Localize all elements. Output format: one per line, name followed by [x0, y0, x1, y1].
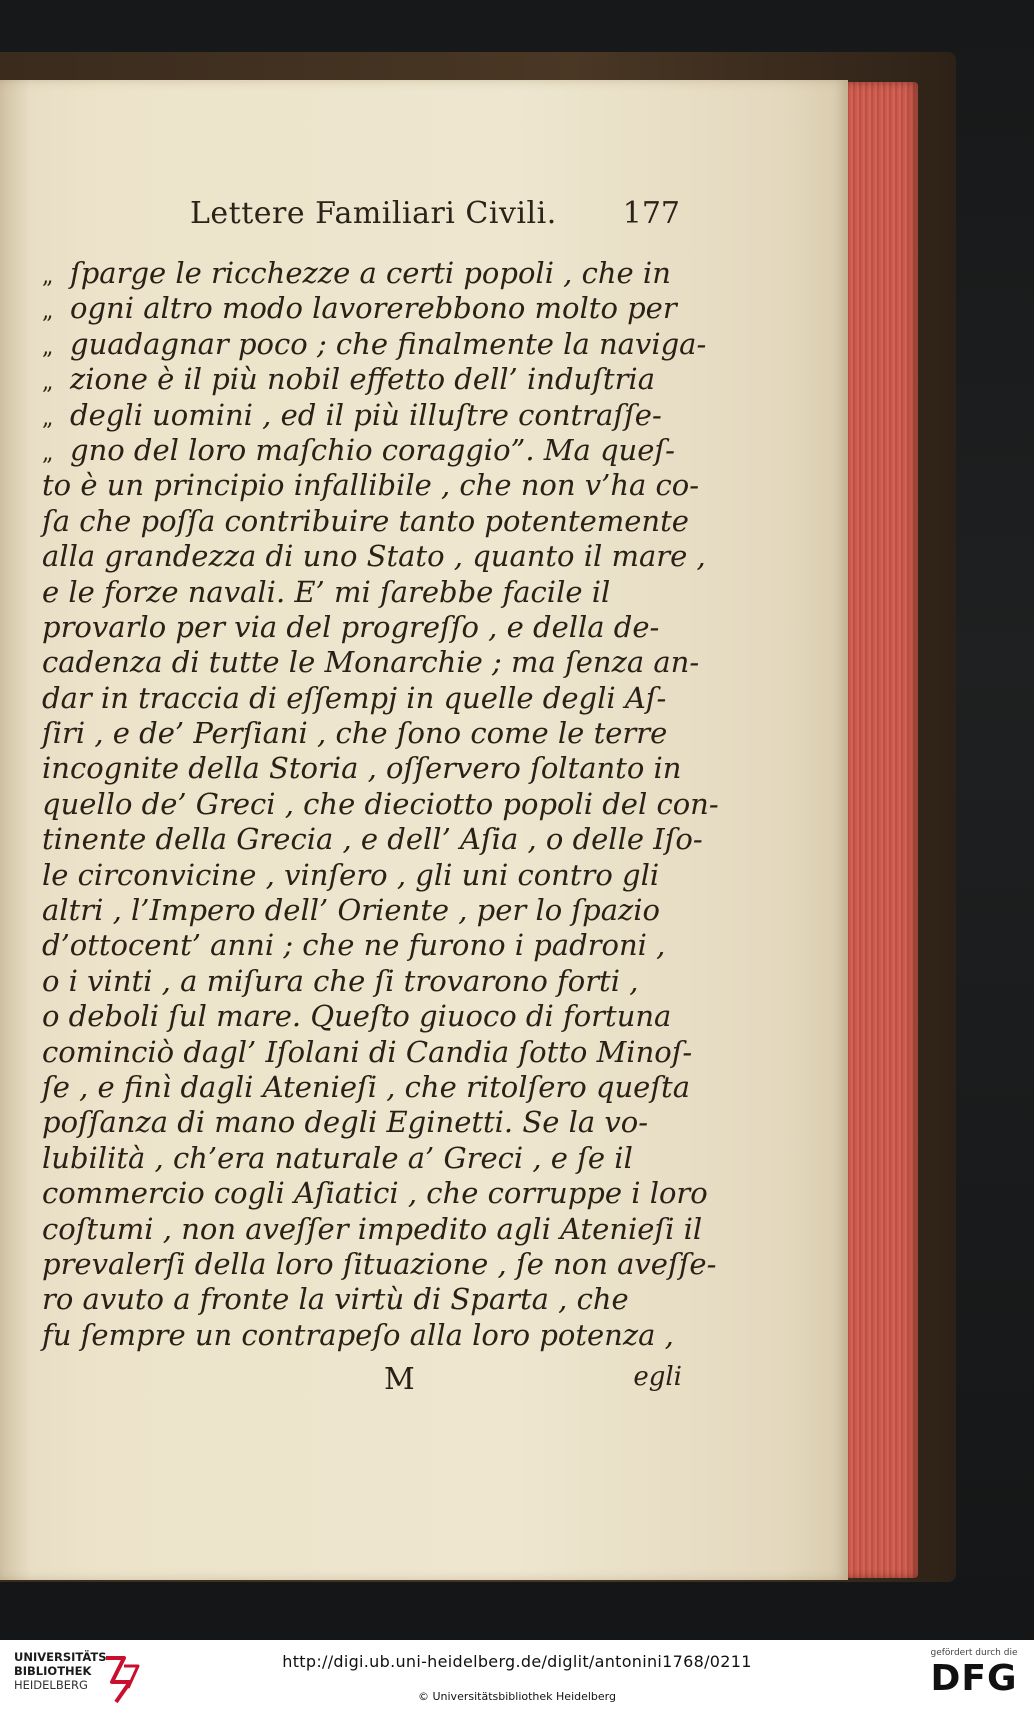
permalink-url[interactable]: http://digi.ub.uni-heidelberg.de/diglit/antonini1768/0211 [282, 1652, 752, 1671]
text-line: e le forze navali. E’ mi ſarebbe facile il [42, 574, 611, 609]
text-line: lubilità , ch’era naturale a’ Greci , e ſe il [42, 1140, 633, 1175]
running-head: Lettere Familiari Civili. [190, 196, 557, 231]
line-text: zione è il più nobil effetto dell’ induſtria [70, 362, 655, 397]
line-text: gno del loro maſchio coraggio”. Ma queſ- [70, 432, 675, 467]
text-line: fu ſempre un contrapeſo alla loro potenza , [42, 1317, 674, 1352]
gutter-shadow [0, 80, 30, 1580]
text-line: o deboli ſul mare. Queſto giuoco di fortuna [42, 999, 672, 1034]
text-line: poſſanza di mano degli Eginetti. Se la vo- [42, 1105, 649, 1140]
quote-mark: „ [42, 440, 54, 466]
text-line: commercio cogli Aſiatici , che corruppe i loro [42, 1176, 708, 1211]
text-line [42, 326, 707, 362]
text-line: ſe , e finì dagli Atenieſi , che ritolſero queſta [42, 1069, 690, 1104]
signature-mark: M [384, 1362, 415, 1397]
page-edge-red [838, 82, 918, 1578]
text-line: cominciò dagl’ Iſolani di Candia ſotto Minoſ- [42, 1034, 693, 1069]
text-line [42, 256, 682, 291]
text-line: alla grandezza di uno Stato , quanto il mare , [42, 539, 706, 574]
line-text: degli uomini , ed il più illuſtre contraſſe- [70, 397, 662, 432]
text-line: dar in traccia di eſſempj in quelle degli Aſ- [42, 680, 667, 715]
quote-mark: „ [42, 264, 54, 289]
text-line [42, 433, 682, 468]
text-line: tinente della Grecia , e dell’ Aſia , o delle Iſo- [42, 822, 703, 857]
library-name-line3: HEIDELBERG [14, 1678, 88, 1692]
sponsor-caption: gefördert durch die [930, 1648, 1018, 1658]
library-name-line1: UNIVERSITÄTS- [14, 1650, 112, 1664]
text-line: prevalerſi della loro ſituazione , ſe non aveſſe- [42, 1246, 717, 1281]
page-header [190, 196, 680, 240]
text-line: d’ottocent’ anni ; che ne furono i padroni , [42, 928, 666, 963]
text-line: quello de’ Greci , che dieciotto popoli del con- [42, 786, 719, 821]
text-line: le circonvicine , vinſero , gli uni contro gli [42, 857, 660, 892]
text-line: ſiri , e de’ Perſiani , che ſono come le terre [42, 716, 668, 751]
page-number: 177 [622, 196, 680, 231]
text-line: provarlo per via del progreſſo , e della de- [42, 609, 660, 644]
text-line: o i vinti , a miſura che ſi trovarono forti , [42, 963, 639, 998]
catchword: egli [633, 1362, 682, 1392]
copyright-notice: © Universitätsbibliothek Heidelberg [417, 1690, 616, 1703]
dfg-logo-icon[interactable] [920, 1648, 1028, 1710]
line-text: guadagnar poco ; che finalmente la naviga- [70, 326, 707, 361]
text-line: ſa che poſſa contribuire tanto potentemente [42, 503, 689, 538]
library-name-line2: BIBLIOTHEK [14, 1664, 92, 1678]
text-line: altri , l’Impero dell’ Oriente , per lo ſpazio [42, 893, 661, 928]
line-text: ogni altro modo lavorerebbono molto per [70, 291, 677, 326]
text-line: ro avuto a fronte la virtù di Sparta , che [42, 1282, 629, 1317]
quote-mark: „ [42, 334, 54, 360]
text-line [42, 362, 682, 397]
sponsor-logo-text: DFG [930, 1658, 1018, 1699]
text-line [42, 291, 682, 326]
text-line [42, 398, 682, 433]
quote-mark: „ [42, 370, 54, 396]
text-line: cadenza di tutte le Monarchie ; ma ſenza an- [42, 645, 700, 680]
quote-mark: „ [42, 405, 54, 431]
text-line: incognite della Storia , oſſervero ſoltanto in [42, 751, 682, 786]
text-line: coſtumi , non aveſſer impedito agli Atenieſi il [42, 1211, 703, 1246]
text-line: to è un principio infallibile , che non v’ha co- [42, 468, 700, 503]
viewer-footer [0, 1640, 1034, 1715]
page-foot [42, 1362, 682, 1402]
line-text: ſparge le ricchezze a certi popoli , che in [70, 256, 671, 290]
quote-mark: „ [42, 299, 54, 325]
page-body [42, 256, 719, 1353]
